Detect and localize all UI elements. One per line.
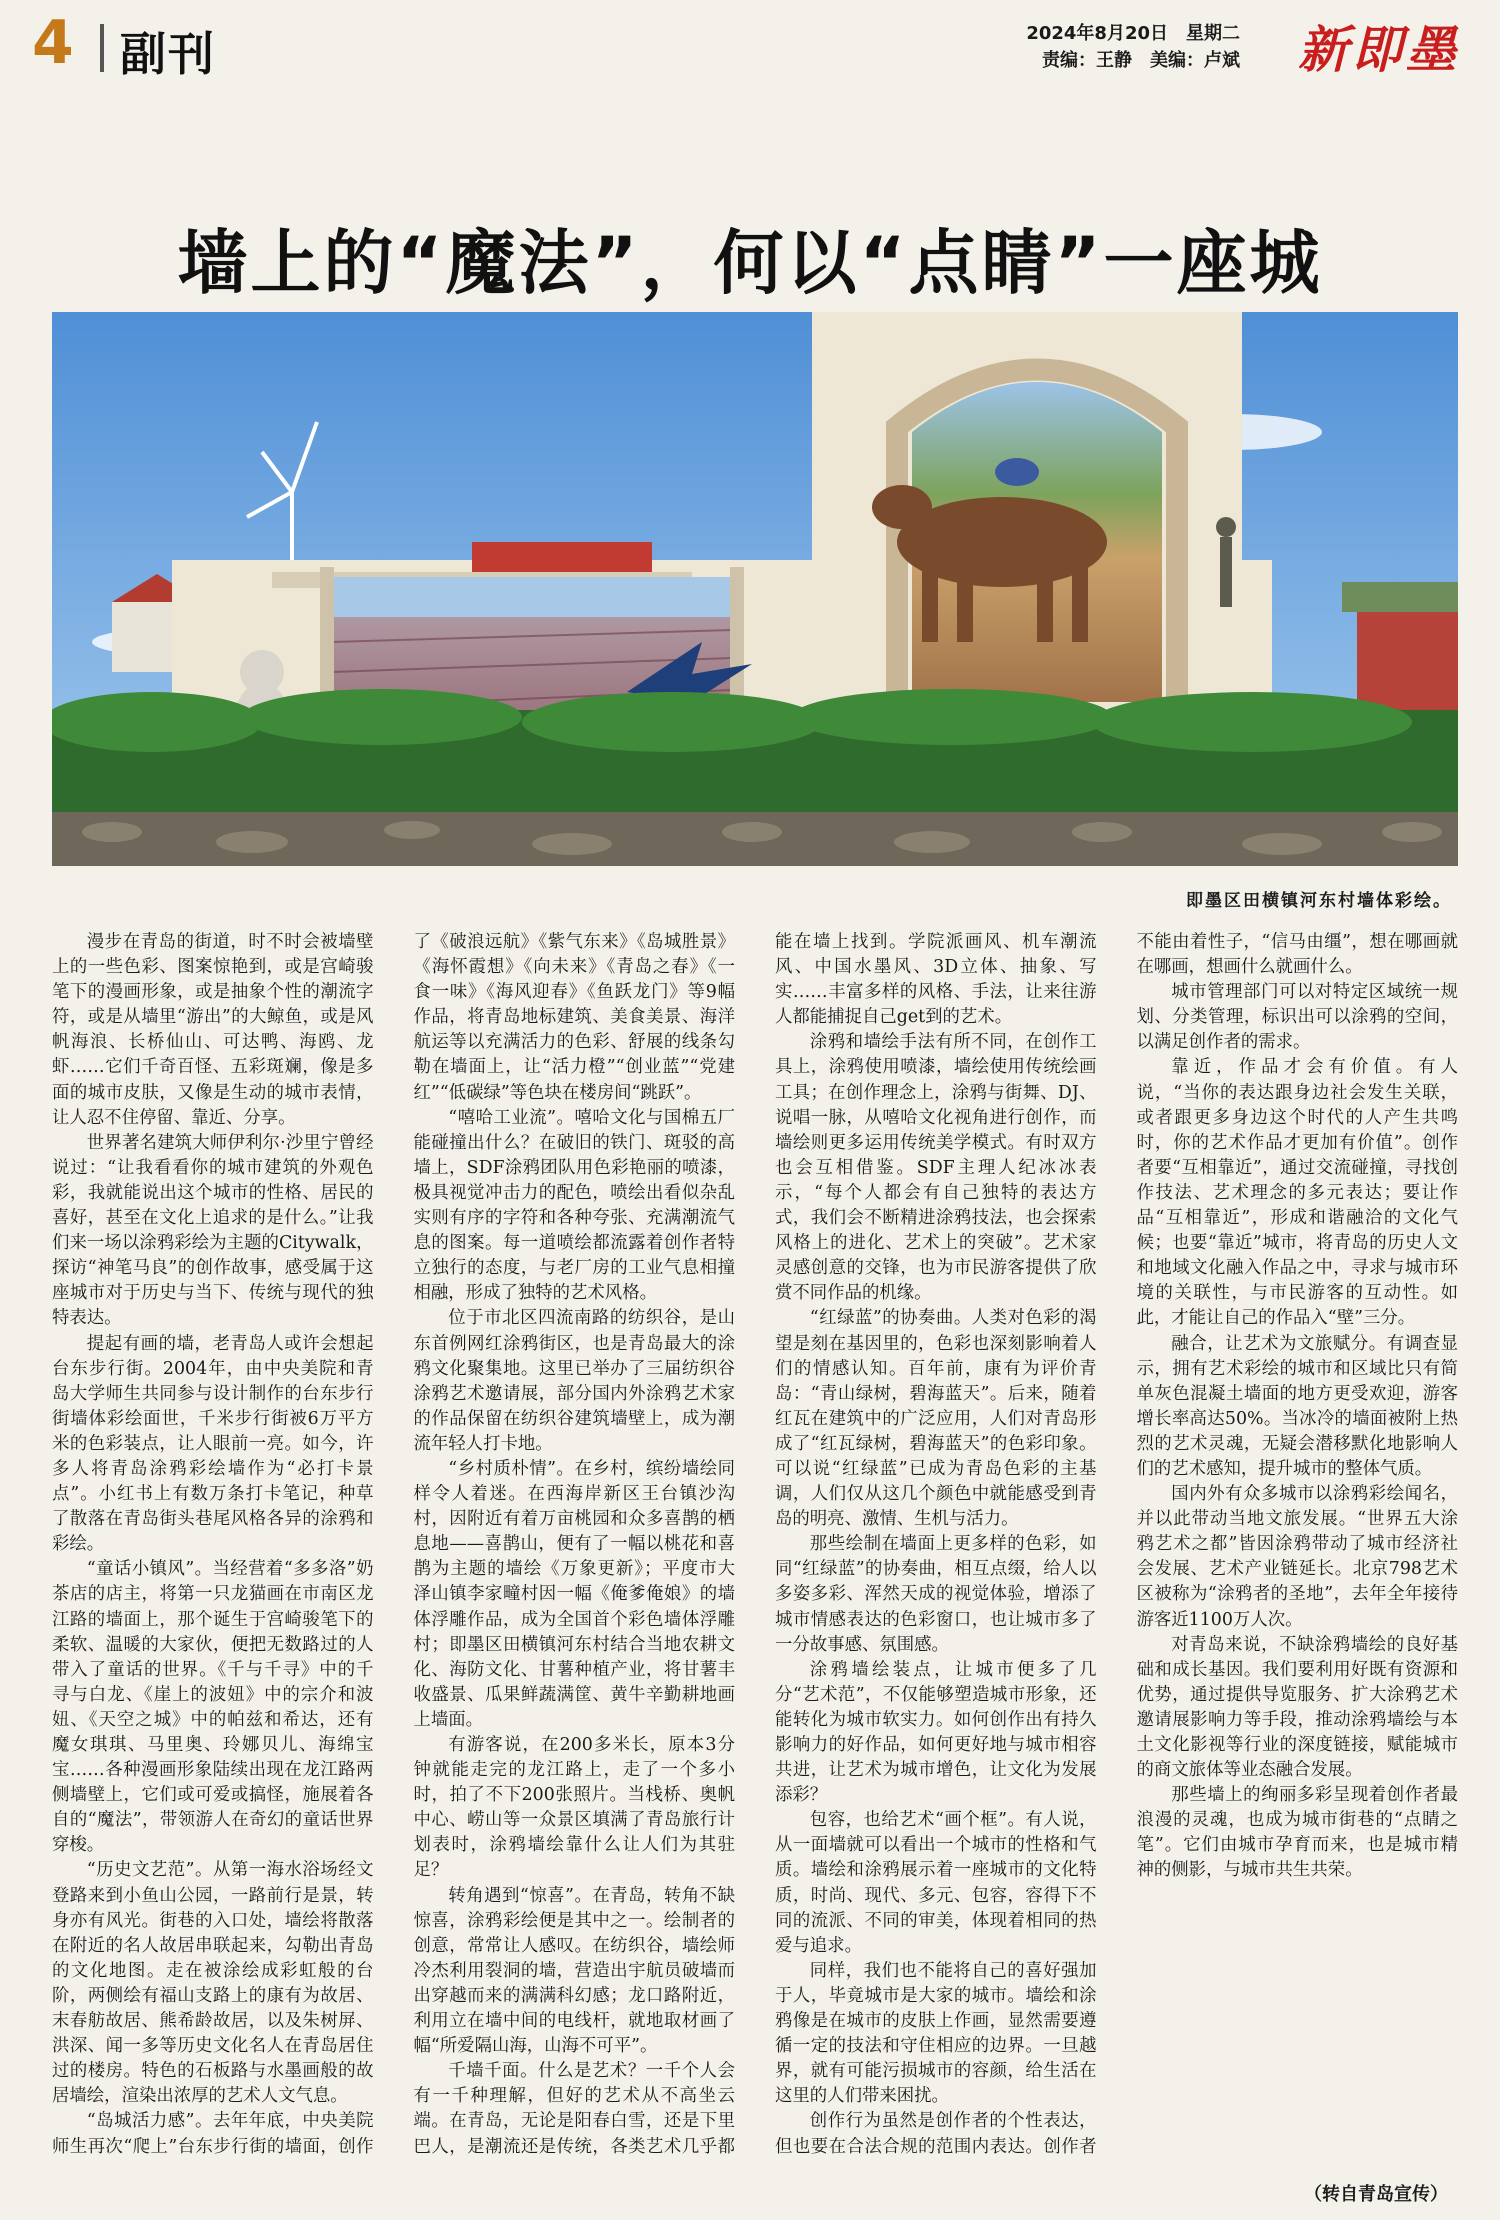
- article-paragraph: 位于市北区四流南路的纺织谷，是山东首例网红涂鸦街区，也是青岛最大的涂鸦文化聚集地。这里已举办了三届纺织谷涂鸦艺术邀请展，部分国内外涂鸦艺术家的作品保留在纺织谷建筑墙壁上，成为潮流年轻人打卡地。: [413, 1308, 735, 1454]
- article-photo: [52, 312, 1458, 866]
- section-name: 副刊: [120, 27, 216, 81]
- article-paragraph: “童话小镇风”。当经营着“多多洛”奶茶店的店主，将第一只龙猫画在市南区龙江路的墙面上，那个诞生于宫崎骏笔下的柔软、温暖的大家伙，便把无数路过的人带入了童话的世界。《千与千寻》中的千寻与白龙、《崖上的波妞》中的宗介和波妞、《天空之城》中的帕兹和希达，还有魔女琪琪、马里奥、玲娜贝儿、海绵宝宝……各种漫画形象陆续出现在龙江路两侧墙壁上，它们或可爱或搞怪，施展着各自的“魔法”，带领游人在奇幻的童话世界穿梭。: [52, 1559, 374, 1856]
- article-body: [52, 930, 1458, 2160]
- page-number: 4: [32, 8, 74, 78]
- article-paragraph: “嘻哈工业流”。嘻哈文化与国棉五厂能碰撞出什么？在破旧的铁门、斑驳的高墙上，SDF涂鸦团队用色彩艳丽的喷漆，极具视觉冲击力的配色，喷绘出看似杂乱实则有序的字符和各种夸张、充满潮流气息的图案。每一道喷绘都流露着创作者特立独行的态度，与老厂房的工业气息相撞相融，形成了独特的艺术风格。: [413, 1107, 735, 1304]
- article-paragraph: 国内外有众多城市以涂鸦彩绘闻名，并以此带动当地文旅发展。“世界五大涂鸦艺术之都”皆因涂鸦带动了城市经济社会发展、艺术产业链延长。北京798艺术区被称为“涂鸦者的圣地”，去年全年接待游客近1100万人次。: [1136, 1484, 1458, 1630]
- issue-weekday: 星期二: [1186, 23, 1240, 44]
- issue-date: 2024年8月20日: [1026, 23, 1168, 44]
- article-paragraph: “历史文艺范”。从第一海水浴场经文登路来到小鱼山公园，一路前行是景，转身亦有风光。街巷的入口处，墙绘将散落在附近的名人故居串联起来，勾勒出青岛的文化地图。走在被涂绘成彩虹般的台阶，两侧绘有福山支路上的康有为故居、末春舫故居、熊希龄故居，以及朱树屏、洪深、闻一多等历史文化名人在青岛居住过的楼房。特色的石板路与水墨画般的故居墙绘，渲染出浓厚的艺术人文气息。: [52, 1860, 374, 2107]
- article-paragraph: 创作行为虽然是创作者的个性表达，但也要在合法合规的范围内表达。创作者不能由着性子，“信马由缰”，想在哪画就在哪画，想画什么就画什么。: [775, 932, 1458, 2157]
- article-paragraph: 城市管理部门可以对特定区域统一规划、分类管理，标识出可以涂鸦的空间，以满足创作者的需求。: [1136, 982, 1458, 1053]
- masthead-info: [1026, 20, 1240, 74]
- article-paragraph: 提起有画的墙，老青岛人或许会想起台东步行街。2004年，由中央美院和青岛大学师生共同参与设计制作的台东步行街墙体彩绘面世，千米步行街被6万平方米的色彩装点，让人眼前一亮。如今，许多人将青岛涂鸦彩绘墙作为“必打卡景点”。小红书上有数万条打卡笔记，种草了散落在青岛街头巷尾风格各异的涂鸦和彩绘。: [52, 1333, 374, 1555]
- article-paragraph: 同样，我们也不能将自己的喜好强加于人，毕竟城市是大家的城市。墙绘和涂鸦像是在城市的皮肤上作画，显然需要遵循一定的技法和守住相应的边界。一旦越界，就有可能污损城市的容颜，给生活在这里的人们带来困扰。: [775, 1960, 1097, 2107]
- article-paragraph: 世界著名建筑大师伊利尔·沙里宁曾经说过：“让我看看你的城市建筑的外观色彩，我就能说出这个城市的性格、居民的喜好，甚至在文化上追求的是什么。”让我们来一场以涂鸦彩绘为主题的Citywalk，探访“神笔马良”的创作故事，感受属于这座城市对于历史与当下、传统与现代的独特表达。: [52, 1132, 374, 1329]
- article-paragraph: 包容，也给艺术“画个框”。有人说，从一面墙就可以看出一个城市的性格和气质。墙绘和涂鸦展示着一座城市的文化特质，时尚、现代、多元、包容，容得下不同的流派、不同的审美，体现着相同的热爱与追求。: [775, 1810, 1097, 1956]
- article-paragraph: “乡村质朴情”。在乡村，缤纷墙绘同样令人着迷。在西海岸新区王台镇沙沟村，因附近有着万亩桃园和众多喜鹊的栖息地——喜鹊山，便有了一幅以桃花和喜鹊为主题的墙绘《万象更新》；平度市大泽山镇李家疃村因一幅《俺爹俺娘》的墙体浮雕作品，成为全国首个彩色墙体浮雕村；即墨区田横镇河东村结合当地农耕文化、海防文化、甘薯种植产业，将甘薯丰收盛景、瓜果鲜蔬满筐、黄牛辛勤耕地画上墙面。: [413, 1458, 735, 1730]
- issue-date-line: [1026, 20, 1240, 47]
- article-paragraph: 那些墙上的绚丽多彩呈现着创作者最浪漫的灵魂，也成为城市街巷的“点睛之笔”。它们由城市孕育而来，也是城市精神的侧影，与城市共生共荣。: [1136, 1785, 1458, 1881]
- article-paragraph: 漫步在青岛的街道，时不时会被墙壁上的一些色彩、图案惊艳到，或是宫崎骏笔下的漫画形象，或是抽象个性的潮流字符，或是从墙里“游出”的大鲸鱼，或是风帆海浪、长桥仙山、可达鸭、海鸥、龙虾……它们千奇百怪、五彩斑斓，像是多面的城市皮肤，又像是生动的城市表情，让人忍不住停留、靠近、分享。: [52, 932, 374, 1128]
- mural-photo-illustration: [52, 312, 1458, 866]
- editor-credits: 责编：王静 美编：卢斌: [1042, 50, 1240, 71]
- source-credit: （转自青岛宣传）: [1304, 2184, 1448, 2205]
- masthead-divider: [100, 24, 104, 72]
- article-paragraph: 那些绘制在墙面上更多样的色彩，如同“红绿蓝”的协奏曲，相互点缀，给人以多姿多彩、浑然天成的视觉体验，增添了城市情感表达的色彩窗口，也让城市多了一分故事感、氛围感。: [775, 1534, 1097, 1655]
- article-paragraph: 涂鸦墙绘装点，让城市便多了几分“艺术范”，不仅能够塑造城市形象，还能转化为城市软实力。如何创作出有持久影响力的好作品，如何更好地与城市相容共进，让艺术为城市增色，让文化为发展添彩？: [775, 1659, 1097, 1806]
- masthead: [30, 8, 1470, 81]
- article-paragraph: 涂鸦和墙绘手法有所不同，在创作工具上，涂鸦使用喷漆，墙绘使用传统绘画工具；在创作理念上，涂鸦与街舞、DJ、说唱一脉，从嘻哈文化视角进行创作，而墙绘则更多运用传统美学模式。有时双方也会互相借鉴。SDF主理人纪冰冰表示，“每个人都会有自己独特的表达方式，我们会不断精进涂鸦技法，也会探索风格上的进化、艺术上的突破”。艺术家灵感创意的交锋，也为市民游客提供了欣赏不同作品的机缘。: [775, 1032, 1097, 1304]
- article-paragraph: 对青岛来说，不缺涂鸦墙绘的良好基础和成长基因。我们要利用好既有资源和优势，通过提供导览服务、扩大涂鸦艺术邀请展影响力等手段，推动涂鸦墙绘与本土文化影视等行业的深度链接，赋能城市的商文旅体等业态融合发展。: [1136, 1634, 1458, 1781]
- photo-caption: 即墨区田横镇河东村墙体彩绘。: [1186, 891, 1452, 911]
- article-headline: 墙上的“魔法”，何以“点睛”一座城: [177, 221, 1323, 304]
- article-paragraph: 靠近，作品才会有价值。有人说，“当你的表达跟身边社会发生关联，或者跟更多身边这个时代的人产生共鸣时，你的艺术作品才更加有价值”。创作者要“互相靠近”，通过交流碰撞，寻找创作技法、艺术理念的多元表达；要让作品“互相靠近”，形成和谐融洽的文化气候；也要“靠近”城市，将青岛的历史人文和地域文化融入作品之中，寻求与城市环境的关联性，与市民游客的互动性。如此，才能让自己的作品入“壁”三分。: [1136, 1057, 1458, 1329]
- article-paragraph: 转角遇到“惊喜”。在青岛，转角不缺惊喜，涂鸦彩绘便是其中之一。绘制者的创意，常常让人感叹。在纺织谷，墙绘师冷杰利用裂洞的墙，营造出宇航员破墙而出穿越而来的满满科幻感；龙口路附近，利用立在墙中间的电线杆，就地取材画了幅“所爱隔山海，山海不可平”。: [413, 1885, 735, 2057]
- newspaper-logo: 新即墨: [1298, 20, 1460, 79]
- article-paragraph: “红绿蓝”的协奏曲。人类对色彩的渴望是刻在基因里的，色彩也深刻影响着人们的情感认知。百年前，康有为评价青岛：“青山绿树，碧海蓝天”。后来，随着红瓦在建筑中的广泛应用，人们对青岛形成了“红瓦绿树，碧海蓝天”的色彩印象。可以说“红绿蓝”已成为青岛色彩的主基调，人们仅从这几个颜色中就能感受到青岛的明亮、激情、生机与活力。: [775, 1308, 1097, 1530]
- article-paragraph: 融合，让艺术为文旅赋分。有调查显示，拥有艺术彩绘的城市和区域比只有简单灰色混凝土墙面的地方更受欢迎，游客增长率高达50%。当冰冷的墙面被附上热烈的艺术灵魂，无疑会潜移默化地影响人们的艺术感知，提升城市的整体气质。: [1136, 1333, 1458, 1479]
- article-paragraph: “岛城活力感”。去年年底，中央美院师生再次“爬上”台东步行街的墙面，创作了《破浪远航》《紫气东来》《岛城胜景》《海怀霞想》《向未来》《青岛之春》《一食一味》《海风迎春》《鱼跃龙门》等9幅作品，将青岛地标建筑、美食美景、海洋航运等以充满活力的色彩、舒展的线条勾勒在墙面上，让“活力橙”“创业蓝”“党建红”“低碳绿”等色块在楼房间“跳跃”。: [52, 932, 735, 2157]
- article-paragraph: 有游客说，在200多米长，原本3分钟就能走完的龙江路上，走了一个多小时，拍了不下200张照片。当栈桥、奥帆中心、崂山等一众景区填满了青岛旅行计划表时，涂鸦墙绘靠什么让人们为其驻足？: [413, 1735, 735, 1881]
- article-paragraph: 千墙千面。什么是艺术？一千个人会有一千种理解，但好的艺术从不高坐云端。在青岛，无论是阳春白雪，还是下里巴人，是潮流还是传统，各类艺术几乎都能在墙上找到。学院派画风、机车潮流风、中国水墨风、3D立体、抽象、写实……丰富多样的风格、手法，让来往游人都能捕捉自己get到的艺术。: [413, 932, 1097, 2157]
